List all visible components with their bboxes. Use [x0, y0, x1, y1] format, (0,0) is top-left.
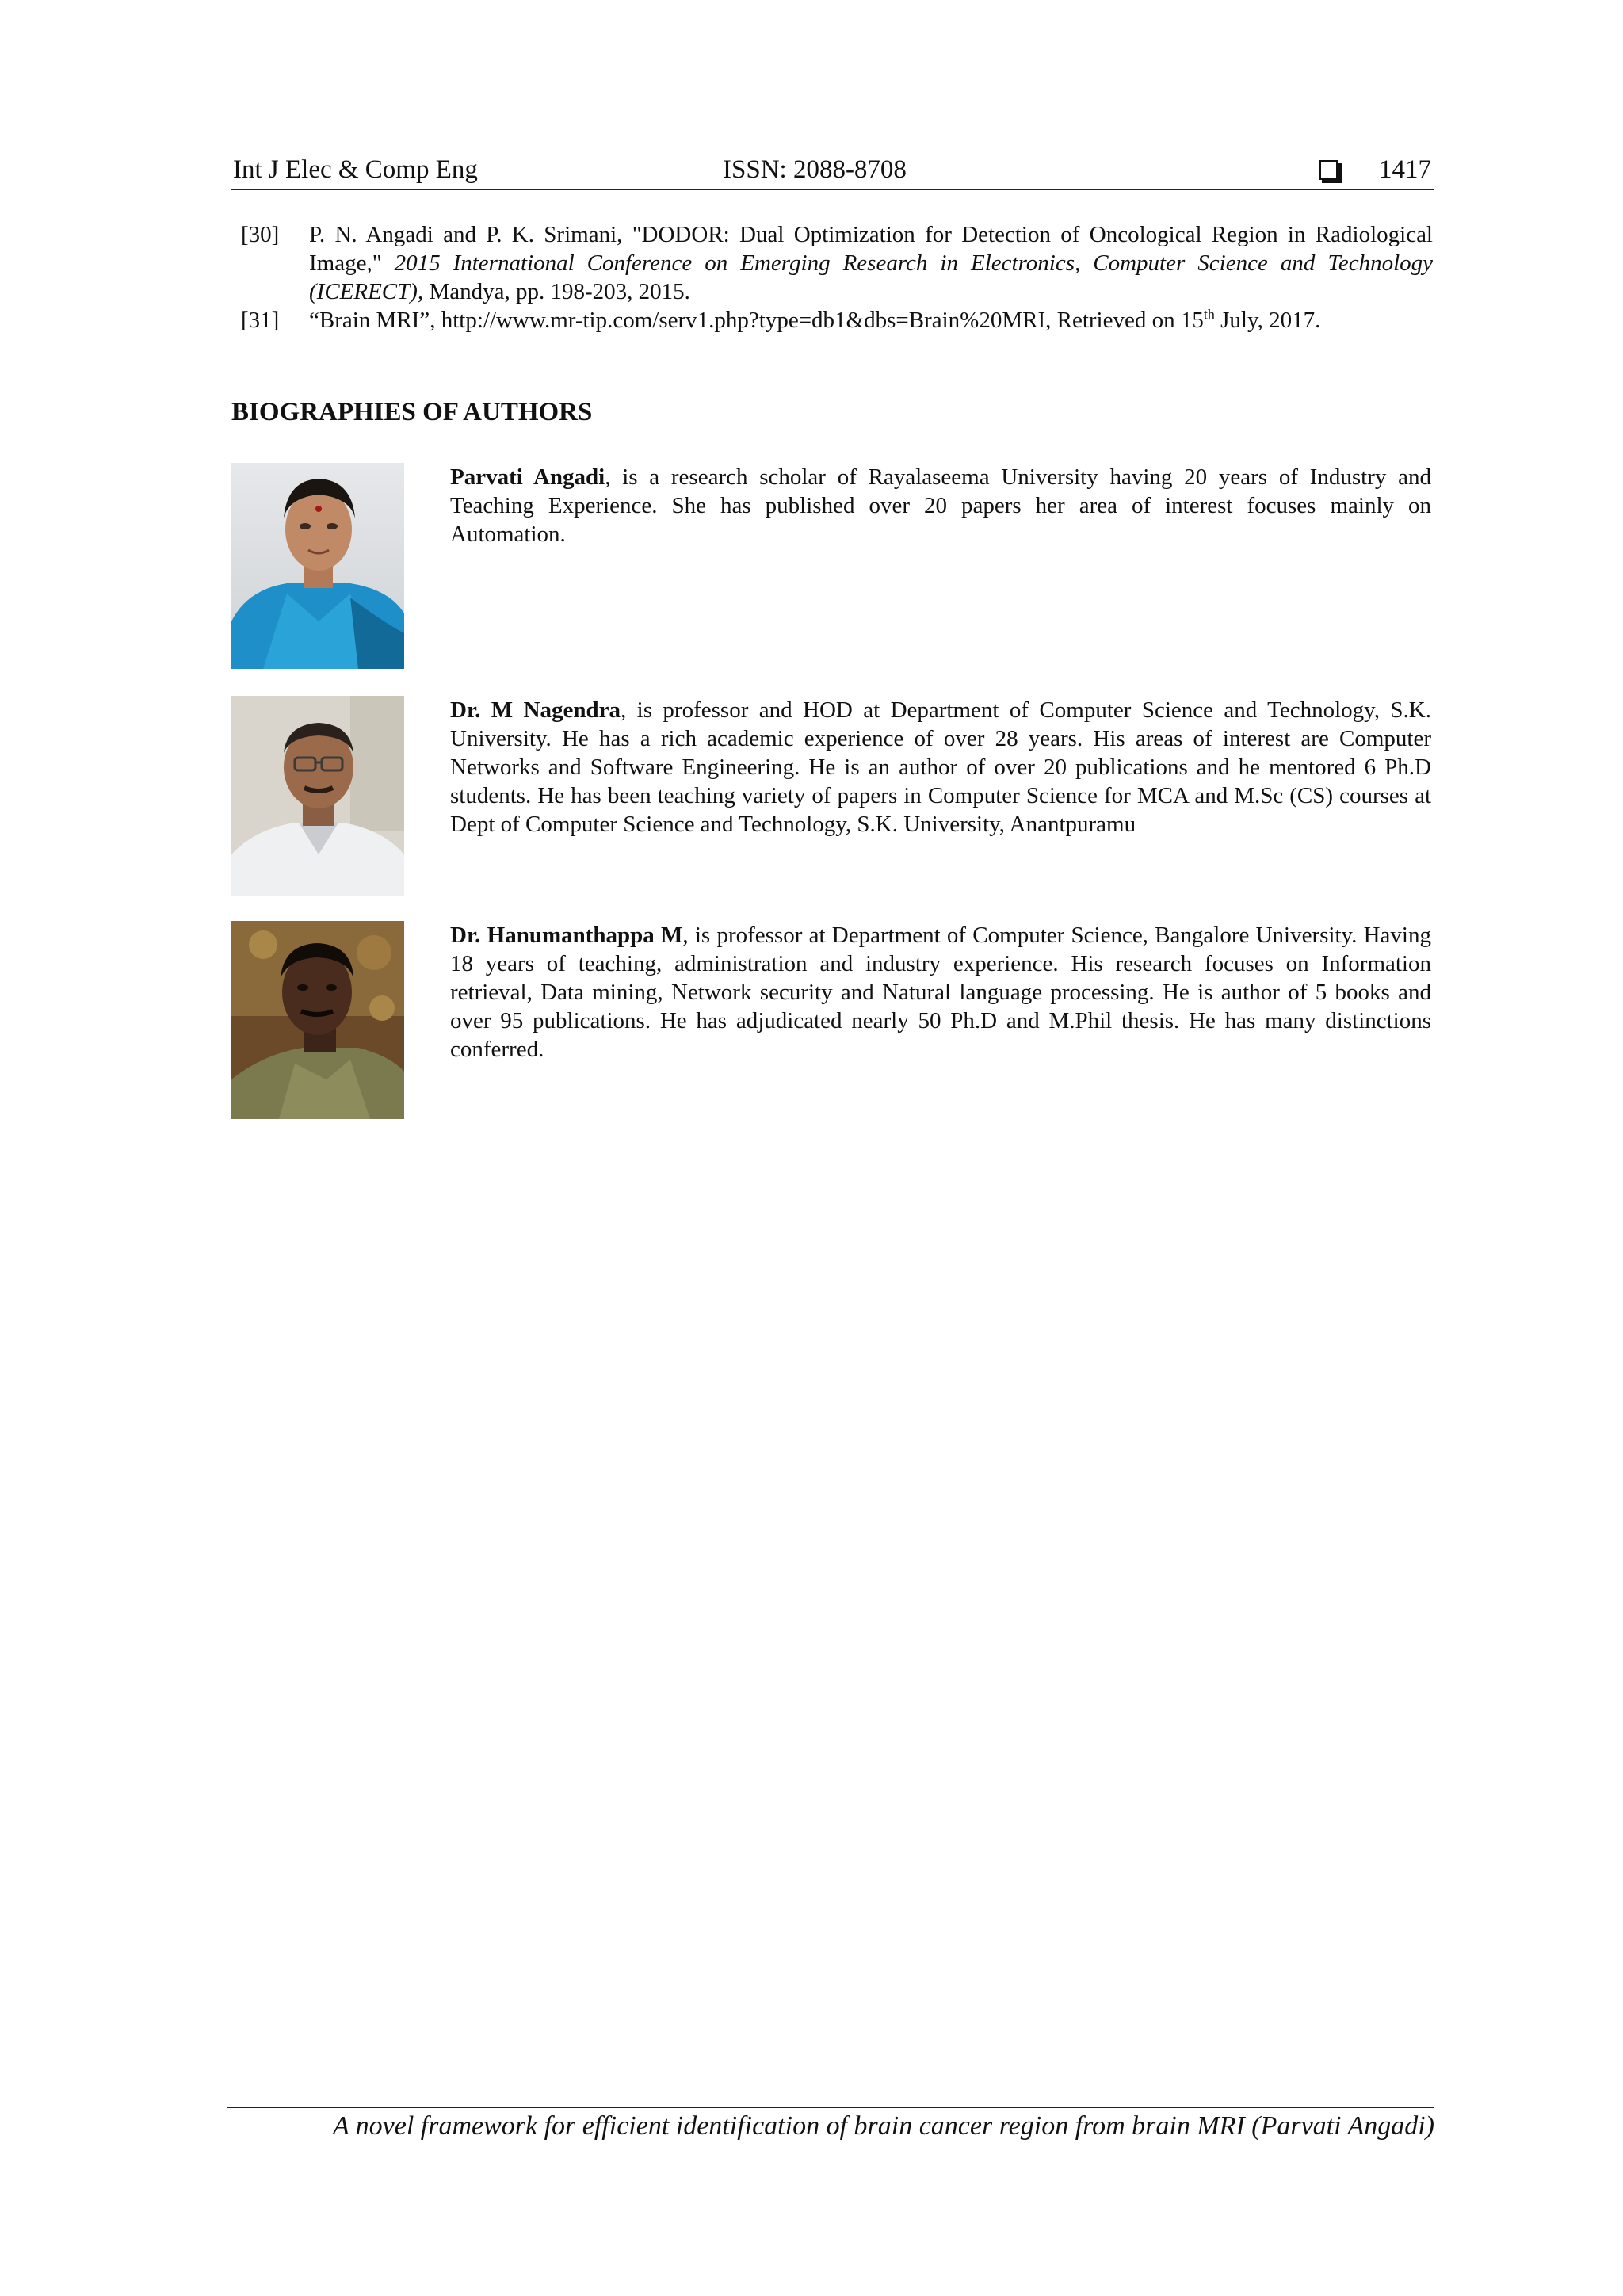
- reference-31: [238, 306, 1433, 334]
- reference-30: [238, 220, 1433, 306]
- author-bio-text: , is a research scholar of Rayalaseema University having 20 years of Industry and Teaching Experience. She has published over 20 papers her area of interest focuses mainly on Automation.: [450, 464, 1431, 547]
- reference-venue: 2015 International Conference on Emerging Research in Electronics, Computer Science and Technology (ICERECT): [309, 250, 1433, 304]
- author-photo-hanumanthappa-m: [231, 921, 404, 1119]
- reference-number: [31]: [241, 308, 280, 333]
- checkbox-square-icon: [1319, 160, 1338, 180]
- author-name: Parvati Angadi: [450, 464, 605, 490]
- reference-text: P. N. Angadi and P. K. Srimani, "DODOR: Dual Optimization for Detection of Oncological Region in Radiological Image,": [309, 222, 1433, 276]
- reference-text: “Brain MRI”, http://www.mr-tip.com/serv1.php?type=db1&dbs=Brain%20MRI, Retrieved on 15: [309, 308, 1204, 333]
- author-bio-m-nagendra: [450, 696, 1431, 839]
- author-photo-parvati-angadi: [231, 463, 404, 669]
- reference-list: [238, 220, 1433, 334]
- section-title: BIOGRAPHIES OF AUTHORS: [231, 398, 593, 426]
- reference-text-end: July, 2017.: [1214, 308, 1321, 333]
- footer-rule: [227, 2107, 1434, 2108]
- author-name: Dr. Hanumanthappa M: [450, 923, 683, 948]
- issn: ISSN: 2088-8708: [723, 155, 907, 184]
- reference-superscript: th: [1203, 306, 1215, 323]
- journal-name: Int J Elec & Comp Eng: [233, 155, 478, 184]
- author-bio-text: , is professor and HOD at Department of Computer Science and Technology, S.K. University. He has a rich academic experience of over 28 years. His areas of interest are Computer Networks and Software Engineering. He is an author of over 20 publications and he mentored 6 Ph.D students. He has been teaching variety of papers in Computer Science for MCA and M.Sc (CS) courses at Dept of Computer Science and Technology, S.K. University, Anantpuramu: [450, 697, 1431, 837]
- reference-number: [30]: [241, 222, 280, 247]
- author-bio-parvati-angadi: [450, 463, 1431, 548]
- page-header: [231, 152, 1434, 190]
- page-number: 1417: [1379, 155, 1431, 184]
- author-photo-m-nagendra: [231, 696, 404, 896]
- reference-text-end: , Mandya, pp. 198-203, 2015.: [417, 279, 690, 304]
- author-bio-hanumanthappa-m: [450, 921, 1431, 1064]
- author-bio-text: , is professor at Department of Computer Science, Bangalore University. Having 18 years of teaching, administration and industry experience. His research focuses on Information retrieval, Data mining, Network security and Natural language processing. He is author of 5 books and over 95 publications. He has adjudicated nearly 50 Ph.D and M.Phil thesis. He has many distinctions conferred.: [450, 923, 1431, 1062]
- page-footer: A novel framework for efficient identification of brain cancer region from brain MRI (Parvati Angadi): [332, 2111, 1434, 2141]
- author-name: Dr. M Nagendra: [450, 697, 621, 723]
